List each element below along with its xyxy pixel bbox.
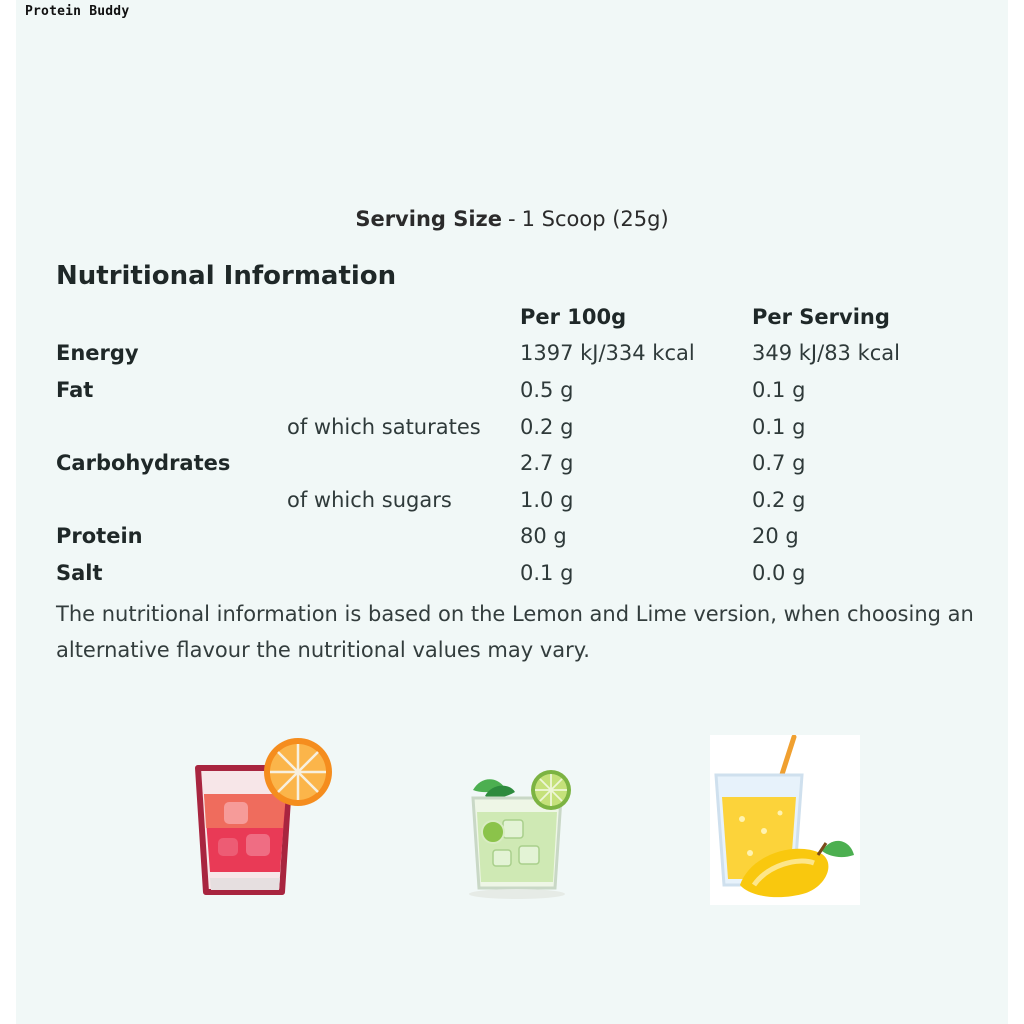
serving-size — [0, 207, 1024, 231]
page-title: Nutritional Information — [56, 261, 397, 291]
column-header-per-serving: Per Serving — [752, 305, 890, 329]
row-perserving-sugars: 0.2 g — [752, 488, 806, 512]
row-perserving-carbohydrates: 0.7 g — [752, 451, 806, 475]
column-header-per-100g: Per 100g — [520, 305, 627, 329]
mango-juice-icon — [710, 735, 860, 905]
row-name-carbohydrates: Carbohydrates — [56, 451, 231, 475]
row-per100-carbohydrates: 2.7 g — [520, 451, 574, 475]
row-name-fat: Fat — [56, 378, 94, 402]
row-name-sugars: of which sugars — [287, 488, 452, 512]
row-name-protein: Protein — [56, 524, 143, 548]
row-perserving-salt: 0.0 g — [752, 561, 806, 585]
row-perserving-fat: 0.1 g — [752, 378, 806, 402]
serving-size-label: Serving Size — [355, 207, 503, 231]
row-per100-saturates: 0.2 g — [520, 415, 574, 439]
serving-size-separator: - — [508, 207, 516, 231]
row-per100-fat: 0.5 g — [520, 378, 574, 402]
row-per100-salt: 0.1 g — [520, 561, 574, 585]
row-perserving-saturates: 0.1 g — [752, 415, 806, 439]
row-name-saturates: of which saturates — [287, 415, 481, 439]
row-name-salt: Salt — [56, 561, 103, 585]
row-per100-sugars: 1.0 g — [520, 488, 574, 512]
row-perserving-energy: 349 kJ/83 kcal — [752, 341, 900, 365]
mojito-icon — [455, 762, 585, 902]
row-name-energy: Energy — [56, 341, 139, 365]
row-per100-protein: 80 g — [520, 524, 567, 548]
row-perserving-protein: 20 g — [752, 524, 799, 548]
row-per100-energy: 1397 kJ/334 kcal — [520, 341, 695, 365]
serving-size-value: 1 Scoop (25g) — [521, 207, 669, 231]
brand-label: Protein Buddy — [25, 4, 130, 19]
flavour-note: The nutritional information is based on the Lemon and Lime version, when choosing an alternative flavour the nutritional values may vary. — [56, 602, 974, 662]
orange-drink-icon — [190, 730, 340, 905]
